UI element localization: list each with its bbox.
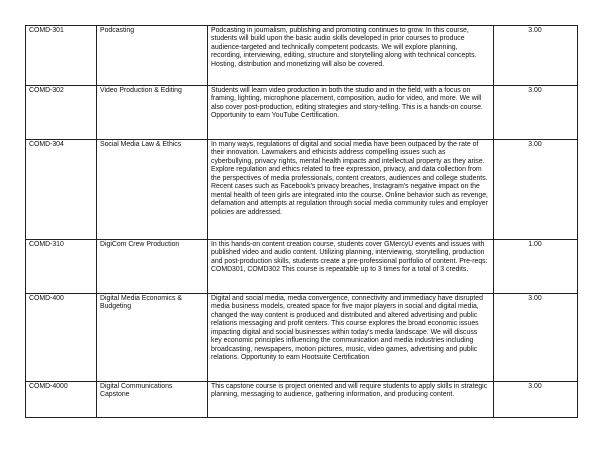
table-row (26, 240, 578, 294)
course-title: Digital Media Economics & Budgeting (97, 294, 208, 382)
course-description: Digital and social media, media convergence, connectivity and immediacy have disrupted media business models, created space for five major players in social and digital media, changed the way content is produced and distributed and altered advertising and public relations messaging and profit centers. This course explores the broad economic issues impacting digital and social businesses within today's media landscape. We will discuss key economic principles influencing the communication and media industries including broadcasting, newspapers, motion pictures, music, video games, advertising and public relations. Opportunity to earn Hootsuite Certification (208, 294, 494, 382)
course-credits: 3.00 (494, 86, 578, 140)
course-description: In many ways, regulations of digital and social media have been outpaced by the rate of their innovation. Lawmakers and ethicists address compelling issues such as cyberbullying, privacy rights, mental health impacts and intellectual property as they arise. Explore regulation and ethics related to free expression, privacy, and data collection from the perspectives of media professionals, content creators, audiences and college students. Recent cases such as Facebook's privacy breaches, Instagram's negative impact on the mental health of teen girls are integrated into the course. Online behavior such as revenge, defamation and attempts at regulation through social media community rules and employer policies are addressed. (208, 140, 494, 240)
course-credits: 3.00 (494, 140, 578, 240)
course-credits: 3.00 (494, 294, 578, 382)
table-row (26, 294, 578, 382)
course-credits: 3.00 (494, 26, 578, 86)
course-title: Video Production & Editing (97, 86, 208, 140)
course-description: Students will learn video production in both the studio and in the field, with a focus on framing, lighting, microphone placement, composition, audio for video, and more. We will also cover post-production, editing strategies and story-telling. This is a hands-on course. Opportunity to earn YouTube Certification. (208, 86, 494, 140)
course-title: DigiCom Crew Production (97, 240, 208, 294)
course-description: This capstone course is project oriented and will require students to apply skills in strategic planning, messaging to audience, gathering information, and producing content. (208, 382, 494, 418)
course-title: Podcasting (97, 26, 208, 86)
course-description: In this hands-on content creation course, students cover GMercyU events and issues with published video and audio content. Utilizing planning, interviewing, storytelling, production and post-production skills, students create a pre-professional portfolio of content. Pre-reqs: COMD301, COMD302 This course is repeatable up to 3 times for a total of 3 credits. (208, 240, 494, 294)
course-description: Podcasting in journalism, publishing and promoting continues to grow. In this course, students will build upon the basic audio skills developed in prior courses to produce audience-targeted and technically competent podcasts. We will explore planning, recording, interviewing, editing, structure and storytelling along with technical concepts. Hosting, distribution and monetizing will also be covered. (208, 26, 494, 86)
course-code: COMD-301 (26, 26, 97, 86)
table-row (26, 26, 578, 86)
course-code: COMD-302 (26, 86, 97, 140)
course-credits: 3.00 (494, 382, 578, 418)
table-row (26, 382, 578, 418)
table-row (26, 86, 578, 140)
course-code: COMD-310 (26, 240, 97, 294)
course-code: COMD-400 (26, 294, 97, 382)
course-table (25, 25, 578, 418)
course-title: Digital Communications Capstone (97, 382, 208, 418)
course-code: COMD-304 (26, 140, 97, 240)
course-credits: 1.00 (494, 240, 578, 294)
table-row (26, 140, 578, 240)
course-code: COMD-4000 (26, 382, 97, 418)
course-title: Social Media Law & Ethics (97, 140, 208, 240)
